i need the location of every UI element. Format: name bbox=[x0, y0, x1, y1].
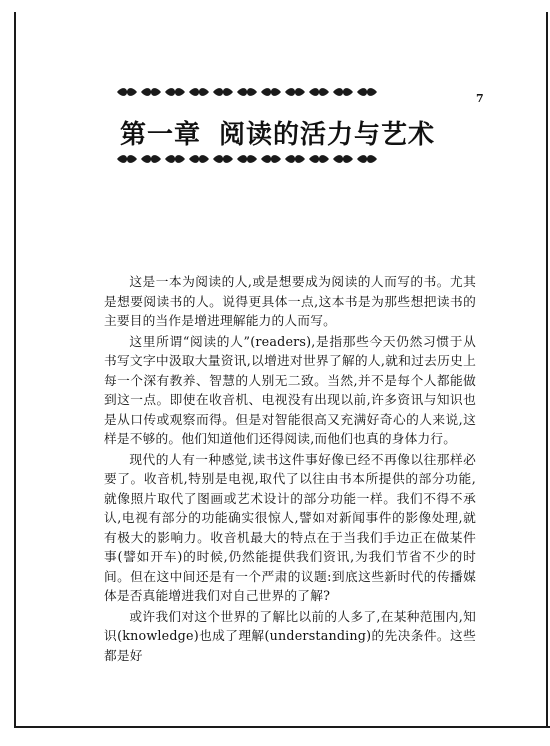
ornament-leaf bbox=[141, 88, 161, 96]
paragraph: 现代的人有一种感觉,读书这件事好像已经不再像以往那样必要了。收音机,特别是电视,取代了以往由书本所提供的部分功能,就像照片取代了图画或艺术设计的部分功能一样。我们不得不承认,电视有部分的功能确实很惊人,譬如对新闻事件的影像处理,就有极大的影响力。收音机最大的特点在于当我们手边正在做某件事(譬如开车)的时候,仍然能提供我们资讯,为我们节省不少的时间。但在这中间还是有一个严肃的议题:到底这些新时代的传播媒体是否真能增进我们对自己世界的了解? bbox=[104, 451, 476, 603]
ornament-leaf bbox=[165, 88, 185, 96]
ornament-leaf bbox=[357, 155, 377, 163]
ornament-leaf bbox=[333, 88, 353, 96]
scan-border-left bbox=[14, 12, 16, 728]
ornament-leaf bbox=[117, 88, 137, 96]
ornament-leaf bbox=[213, 88, 233, 96]
ornament-leaf bbox=[261, 155, 281, 163]
ornament-top bbox=[115, 86, 379, 98]
ornament-leaf bbox=[237, 88, 257, 96]
ornament-leaf bbox=[213, 155, 233, 163]
ornament-leaf bbox=[285, 155, 305, 163]
paragraph: 这里所谓“阅读的人”(readers),是指那些今天仍然习惯于从书写文字中汲取大量资讯,以增进对世界了解的人,就和过去历史上每一个深有教养、智慧的人别无二致。当然,并不是每个人都能做到这一点。即使在收音机、电视没有出现以前,许多资讯与知识也是从口传或观察而得。但是对智能很高又充满好奇心的人来说,这样是不够的。他们知道他们还得阅读,而他们也真的身体力行。 bbox=[104, 333, 476, 446]
chapter-title bbox=[120, 114, 436, 151]
chapter-name: 阅读的活力与艺术 bbox=[219, 120, 436, 150]
ornament-leaf bbox=[165, 155, 185, 163]
page-number: 7 bbox=[476, 92, 484, 105]
ornament-leaf bbox=[285, 88, 305, 96]
ornament-leaf bbox=[333, 155, 353, 163]
ornament-leaf bbox=[189, 88, 209, 96]
ornament-leaf bbox=[189, 155, 209, 163]
chapter-number: 第一章 bbox=[120, 120, 202, 150]
ornament-leaf bbox=[309, 88, 329, 96]
body-text bbox=[104, 272, 476, 665]
ornament-leaf bbox=[357, 88, 377, 96]
paragraph: 或许我们对这个世界的了解比以前的人多了,在某种范围内,知识(knowledge)也成了理解(understanding)的先决条件。这些都是好 bbox=[104, 608, 476, 663]
paragraph: 这是一本为阅读的人,或是想要成为阅读的人而写的书。尤其是想要阅读书的人。说得更具体一点,这本书是为那些想把读书的主要目的当作是增进理解能力的人而写。 bbox=[104, 274, 476, 328]
ornament-leaf bbox=[141, 155, 161, 163]
ornament-leaf bbox=[309, 155, 329, 163]
ornament-leaf bbox=[261, 88, 281, 96]
scan-border-right bbox=[546, 12, 548, 728]
ornament-leaf bbox=[237, 155, 257, 163]
ornament-bottom bbox=[115, 153, 379, 165]
scan-border-bottom bbox=[14, 726, 550, 728]
ornament-leaf bbox=[117, 155, 137, 163]
